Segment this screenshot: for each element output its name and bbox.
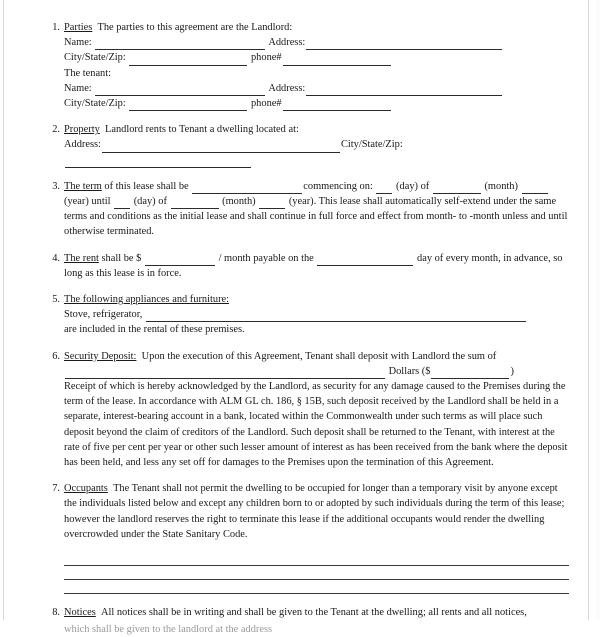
- clause-heading: The rent: [64, 252, 99, 264]
- label-paren-close: ): [510, 365, 514, 377]
- clause-number: 2.: [52, 124, 60, 136]
- landlord-phone-field[interactable]: [283, 55, 391, 66]
- label-month: (month): [484, 180, 518, 192]
- label-address: Address:: [268, 82, 306, 94]
- clause-lead-text: The parties to this agreement are the Landlord:: [97, 22, 293, 33]
- clause-lead-text: Upon the execution of this Agreement, Tenant shall deposit with Landlord the sum of: [141, 350, 497, 362]
- tenant-csz-row: [64, 96, 570, 111]
- term-tail-text: (year). This lease shall automatically self-extend under the same terms and conditions as the initial lease and shall continue in full force and effect from month- to -month unless and until otherwise terminated.: [64, 196, 568, 238]
- appliances-text-a: Stove, refrigerator,: [64, 309, 143, 321]
- clause-number: 1.: [52, 22, 60, 33]
- label-city-state-zip: City/State/Zip:: [64, 52, 126, 64]
- clause-property-lead: [64, 122, 570, 137]
- occupant-entry-line[interactable]: [64, 580, 569, 594]
- clause-property: [18, 122, 570, 168]
- clause-heading: Property: [64, 124, 100, 136]
- clause-heading: Notices: [64, 607, 96, 619]
- start-day-field[interactable]: [376, 183, 392, 194]
- clause-rent: [18, 251, 570, 281]
- appliances-list-field[interactable]: [146, 311, 526, 322]
- label-address: Address:: [268, 37, 306, 49]
- label-the-tenant: The tenant:: [64, 67, 112, 79]
- property-address-row: [64, 137, 570, 167]
- notices-body-clipped: which shall be given to the landlord at the address: [64, 624, 273, 636]
- landlord-csz-row: [64, 50, 570, 65]
- label-name: Name:: [64, 82, 92, 94]
- deposit-amount-row: [64, 364, 570, 379]
- tenant-phone-field[interactable]: [283, 100, 391, 111]
- property-address-field[interactable]: [102, 142, 340, 153]
- rent-amount-field[interactable]: [145, 255, 215, 266]
- clause-rent-body: [64, 251, 570, 281]
- clause-heading: The term: [64, 180, 102, 192]
- clause-number: 6.: [52, 350, 60, 362]
- clause-heading: Parties: [64, 22, 93, 33]
- page-edge-right: [588, 0, 589, 620]
- start-month-field[interactable]: [433, 183, 481, 194]
- clause-appliances-heading: [64, 292, 570, 307]
- clause-term-body: [64, 179, 570, 240]
- clause-notices-body: [64, 605, 570, 622]
- term-text-b: commencing on:: [303, 180, 373, 192]
- clause-heading: Occupants: [64, 483, 108, 495]
- rent-due-day-field[interactable]: [317, 255, 413, 266]
- clause-lead-text: Landlord rents to Tenant a dwelling located at:: [105, 124, 299, 136]
- clause-security-deposit: [18, 349, 570, 471]
- label-dollars: Dollars ($: [388, 365, 431, 377]
- clause-list: [18, 20, 570, 636]
- tenant-csz-field[interactable]: [129, 100, 247, 111]
- occupants-blank-lines: [64, 552, 570, 594]
- label-phone: phone#: [250, 98, 282, 110]
- tenant-name-field[interactable]: [95, 85, 265, 96]
- clause-deposit-lead: [64, 349, 570, 364]
- occupant-entry-line[interactable]: [64, 566, 569, 580]
- landlord-csz-field[interactable]: [129, 55, 247, 66]
- clause-parties-lead: [64, 20, 570, 35]
- end-month-field[interactable]: [171, 198, 219, 209]
- landlord-name-field[interactable]: [95, 39, 265, 50]
- property-csz-field[interactable]: [65, 157, 251, 168]
- rent-text-c: day of every month, in advance, so long as this lease is in force.: [64, 252, 563, 279]
- text-until: until: [91, 196, 111, 208]
- clause-number: 7.: [52, 483, 60, 495]
- clause-number: 4.: [52, 252, 60, 264]
- notices-body-text: All notices shall be in writing and shall be given to the Tenant at the dwelling; all rents and all notices,: [100, 607, 527, 619]
- label-of: of: [158, 196, 167, 208]
- deposit-body-text: Receipt of which is hereby acknowledged by the Landlord, as security for any damage caused to the Premises during the term of the lease. In accordance with ALM GL ch. 186, § 15B, such deposit received by the Landlord shall be held in a separate, interest-bearing account in a bank, located within the Commonwealth under such terms as will place such deposit beyond the claim of creditors of the Landlord. Such deposit shall be returned to the Tenant, with interest at the rate of five per cent per year or other such lesser amount of interest as has been received from the bank where the deposit has been held, and less any set off for damages to the Premises upon the termination of this Agreement.: [64, 381, 568, 469]
- clause-appliances: [18, 292, 570, 338]
- label-address: Address:: [64, 139, 101, 151]
- tenant-section-label: [64, 66, 570, 81]
- clause-number: 8.: [52, 607, 60, 619]
- label-name: Name:: [64, 37, 92, 49]
- label-city-state-zip: City/State/Zip:: [340, 139, 403, 151]
- label-of: of: [420, 180, 430, 192]
- label-day: (day): [396, 180, 418, 192]
- appliances-text-b-row: [64, 322, 570, 337]
- label-day: (day): [133, 196, 156, 208]
- deposit-words-field[interactable]: [65, 368, 385, 379]
- clause-number: 5.: [52, 294, 60, 306]
- clause-occupants-body: [64, 481, 570, 542]
- rent-text-a: shall be $: [101, 252, 142, 264]
- start-year-field[interactable]: [522, 183, 548, 194]
- clause-occupants: [18, 481, 570, 594]
- clause-parties: [18, 20, 570, 111]
- occupant-entry-line[interactable]: [64, 552, 569, 566]
- clause-notices: [18, 605, 570, 636]
- term-length-field[interactable]: [192, 183, 302, 194]
- end-day-field[interactable]: [114, 198, 130, 209]
- clause-heading: The following appliances and furniture:: [64, 294, 230, 306]
- page-edge-right-outer: [596, 0, 600, 620]
- appliances-input-row: [64, 307, 570, 322]
- rent-text-b: / month payable on the: [218, 252, 314, 264]
- term-text-a: of this lease shall be: [104, 180, 189, 192]
- label-month: (month): [222, 196, 256, 208]
- clause-heading: Security Deposit:: [64, 350, 137, 362]
- landlord-address-field[interactable]: [306, 39, 502, 50]
- tenant-address-field[interactable]: [306, 85, 502, 96]
- end-year-field[interactable]: [259, 198, 285, 209]
- landlord-name-row: [64, 35, 570, 50]
- deposit-numeric-field[interactable]: [431, 368, 509, 379]
- label-year: (year): [64, 196, 89, 208]
- clause-number: 3.: [52, 180, 60, 192]
- tenant-name-row: [64, 81, 570, 96]
- label-phone: phone#: [250, 52, 282, 64]
- appliances-text-b: are included in the rental of these premises.: [64, 324, 245, 336]
- occupants-body-text: The Tenant shall not permit the dwelling to be occupied for longer than a temporary visit by anyone except the individuals listed below and except any children born to or adopted by such individuals during the term of this lease; however the landlord reserves the right to terminate this lease if the additional occupants would render the dwelling overcrowded under the State Sanitary Code.: [64, 483, 565, 540]
- label-city-state-zip: City/State/Zip:: [64, 98, 126, 110]
- clause-term: [18, 179, 570, 240]
